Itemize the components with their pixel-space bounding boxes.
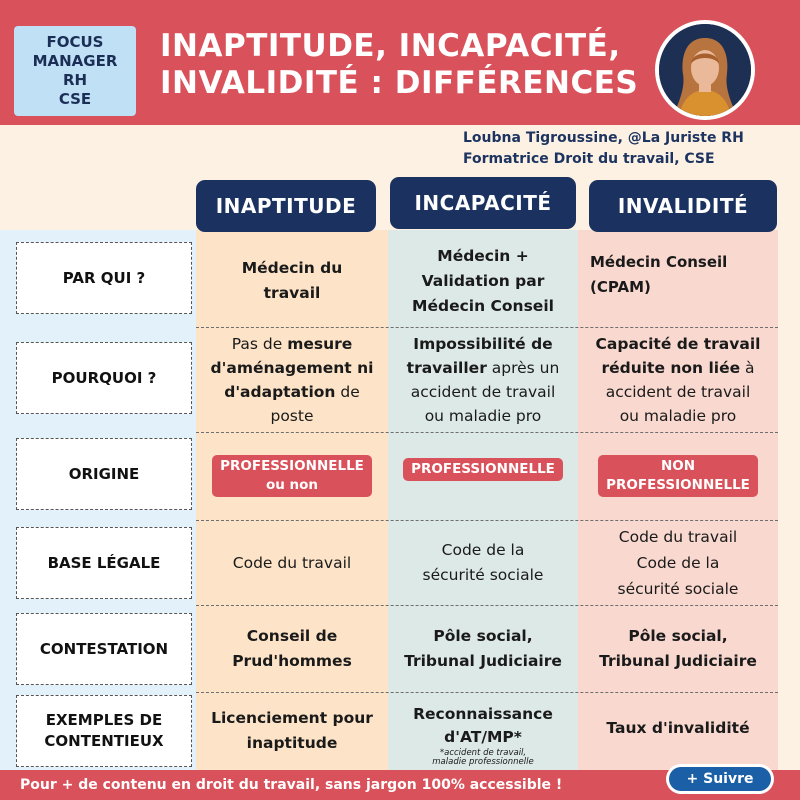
row-divider xyxy=(196,520,778,521)
cell-line: Médecin Conseil xyxy=(590,253,728,271)
cell-exemples-incapacite xyxy=(388,695,578,767)
cell-line: travailler après un xyxy=(406,359,560,377)
cell-contestation-invalidite xyxy=(578,608,778,690)
cell-line: Validation par xyxy=(421,271,545,290)
cell-par-qui-incapacite xyxy=(388,235,578,327)
cell-base-legale-invalidite xyxy=(578,522,778,604)
cell-line: Code du travail xyxy=(618,528,738,546)
origine-pill: NON PROFESSIONNELLE xyxy=(598,455,758,497)
cell-line: Taux d'invalidité xyxy=(606,718,750,737)
row-divider xyxy=(196,605,778,606)
focus-badge xyxy=(14,26,136,116)
badge-line: FOCUS xyxy=(46,33,104,51)
cell-line: sécurité sociale xyxy=(617,580,739,598)
footer-text: Pour + de contenu en droit du travail, sans jargon 100% accessible ! xyxy=(20,777,563,793)
badge-line: MANAGER xyxy=(32,52,118,70)
cell-line: Médecin Conseil xyxy=(412,296,554,315)
author-info xyxy=(463,128,744,170)
row-label-par-qui xyxy=(16,242,192,314)
cell-base-legale-inaptitude xyxy=(196,522,388,604)
cell-line: travail xyxy=(263,284,321,302)
row-label-pourquoi xyxy=(16,342,192,414)
row-label-base-legale xyxy=(16,527,192,599)
origine-pill: PROFESSIONNELLE ou non xyxy=(212,455,372,497)
cell-exemples-inaptitude xyxy=(196,695,388,767)
row-label-text: PAR QUI ? xyxy=(62,268,146,287)
cell-line: accident de travail xyxy=(410,383,556,401)
cell-line: réduite non liée à xyxy=(601,359,755,377)
cell-line: d'adaptation de xyxy=(224,383,360,401)
cell-line: Pôle social, xyxy=(628,627,728,645)
cell-line: Capacité de travail xyxy=(595,335,761,353)
author-avatar xyxy=(655,20,755,120)
column-header-invalidite: INVALIDITÉ xyxy=(589,180,777,232)
follow-button[interactable] xyxy=(666,764,774,794)
portrait-icon xyxy=(659,24,751,116)
cell-line: Médecin du xyxy=(241,259,343,277)
badge-line: RH xyxy=(62,71,88,89)
footnote: *accident de travail, maladie professionnelle xyxy=(432,748,534,767)
cell-line: inaptitude xyxy=(246,734,338,752)
row-label-origine xyxy=(16,438,192,510)
column-header-incapacite: INCAPACITÉ xyxy=(390,177,576,229)
origine-pill: PROFESSIONNELLE xyxy=(403,458,563,481)
cell-line: Pas de mesure xyxy=(231,335,353,353)
author-role: Formatrice Droit du travail, CSE xyxy=(463,151,715,167)
follow-button-label: + Suivre xyxy=(669,767,771,791)
cell-line: Tribunal Judiciaire xyxy=(599,652,757,670)
cell-line: (CPAM) xyxy=(590,278,651,296)
cell-line: Licenciement pour xyxy=(211,709,373,727)
cell-par-qui-inaptitude xyxy=(196,235,388,327)
row-divider xyxy=(196,432,778,433)
page-title xyxy=(160,28,640,102)
cell-line: ou maladie pro xyxy=(619,407,737,425)
cell-line: Code du travail xyxy=(232,553,352,572)
cell-line: Pôle social, xyxy=(433,627,533,645)
cell-origine-inaptitude xyxy=(196,436,388,516)
row-label-exemples xyxy=(16,695,192,767)
cell-line: d'AT/MP* xyxy=(444,728,522,746)
title-line: INAPTITUDE, INCAPACITÉ, xyxy=(160,28,621,64)
cell-base-legale-incapacite xyxy=(388,522,578,604)
cell-line: Prud'hommes xyxy=(232,652,352,670)
cell-pourquoi-incapacite xyxy=(388,330,578,430)
row-label-contestation xyxy=(16,613,192,685)
cell-contestation-incapacite xyxy=(388,608,578,690)
cell-line: Code de la xyxy=(441,541,525,559)
cell-pourquoi-invalidite xyxy=(578,330,778,430)
cell-line: accident de travail xyxy=(605,383,751,401)
row-label-text: EXEMPLES DE xyxy=(45,711,163,729)
cell-contestation-inaptitude xyxy=(196,608,388,690)
column-header-inaptitude: INAPTITUDE xyxy=(196,180,376,232)
title-line: INVALIDITÉ : DIFFÉRENCES xyxy=(160,65,639,101)
cell-line: Médecin + xyxy=(437,246,529,265)
row-divider xyxy=(196,692,778,693)
cell-line: Conseil de xyxy=(246,627,338,645)
cell-line: d'aménagement ni xyxy=(210,359,374,377)
row-divider xyxy=(196,327,778,328)
cell-line: Code de la xyxy=(636,554,720,572)
row-label-text: POURQUOI ? xyxy=(51,368,157,387)
cell-exemples-invalidite xyxy=(578,695,778,761)
cell-par-qui-invalidite xyxy=(590,235,780,315)
cell-line: Tribunal Judiciaire xyxy=(404,652,562,670)
row-label-text: CONTENTIEUX xyxy=(44,732,164,750)
row-label-text: CONTESTATION xyxy=(39,639,169,658)
cell-line: sécurité sociale xyxy=(422,566,544,584)
row-label-text: BASE LÉGALE xyxy=(47,553,161,572)
badge-line: CSE xyxy=(58,90,92,108)
row-label-text: ORIGINE xyxy=(68,464,140,483)
cell-origine-invalidite xyxy=(578,436,778,516)
cell-line: poste xyxy=(270,407,314,425)
cell-line: ou maladie pro xyxy=(424,407,542,425)
author-name: Loubna Tigroussine, @La Juriste RH xyxy=(463,130,744,146)
cell-line: Reconnaissance xyxy=(413,705,553,723)
cell-pourquoi-inaptitude xyxy=(196,330,388,430)
cell-origine-incapacite xyxy=(388,436,578,512)
cell-line: Impossibilité de xyxy=(413,335,553,353)
